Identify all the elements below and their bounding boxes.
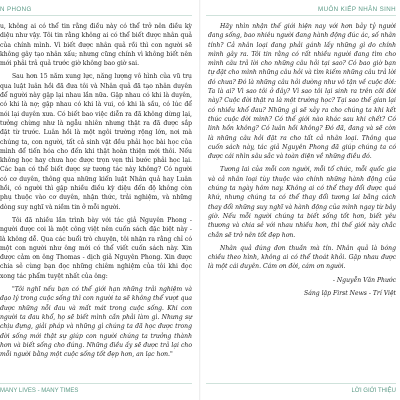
right-running-head: MUÔN KIẾP NHÂN SINH — [318, 6, 396, 13]
right-page-text — [208, 22, 396, 302]
right-running-foot: LỜI GIỚI THIỆU — [351, 388, 396, 394]
left-quote: "Tôi nghĩ nếu bạn có thể giới hạn những trải nghiệm và đạo lý trong cuộc sống thì con người ta sẽ không thể vượt qua được những nỗi đau và mất mát trong cuộc sống. Khi con người ta đau khổ, họ sẽ biết mình cần phải làm gì. Nhưng sự chịu đựng, giải pháp và những gì chúng ta đã học được trong đời sống mới thật sự giúp con người chúng ta trưởng thành hơn và biết sống cho đúng. Những điều ấy sẽ được trả lại cho mỗi người bằng một cuộc sống tốt đẹp hơn, an lạc hơn." — [0, 286, 192, 359]
right-header-rule — [206, 15, 396, 16]
left-paragraph-2: Sau hơn 15 năm xung lực, năng lượng vô hình của vũ trụ qua luật luân hồi đã đưa tôi và Nhân quả đã tạo nhân duyên để người này gặp lại nhau lần nữa. Gặp nhau có khi là duyên, có khi là nợ; gặp nhau có khi là vui, có khi là sầu, có lúc để nói lại duyên xưa. Có biết bao việc diễn ra đã không dừng lại, tưởng chừng như là ngẫu nhiên nhưng thật ra đã được sắp đặt từ trước. Luân hồi là một ngôi trường rộng lớn, nơi mà chúng ta, con người, tất cả sinh vật đều phải học bài học của mình để tiến hóa cho đến khi thật hoàn thiện mới thôi. Nếu không học hay chưa học được trọn vẹn thì bước phải học lại. Các bạn có thể biết được sự tương tác này không? Có người có cơ duyên, thông qua những kiến luật Nhân quả hay Luân hồi, có người thì gặp nhiều điều kỳ diệu đến độ không còn phụ thuộc vào cơ duyên, nhận thức, trải nghiệm, và những dòng suy nghĩ và niềm tin ở mỗi người. — [0, 73, 192, 211]
left-paragraph-1: u, không ai có thể tin rằng điều này có thể trở nên điều kỳ diệu như vậy. Tôi tin rằng không ai có thể biết được nhân quả của chính mình. Vì biết được nhân quả rồi thì con người sẽ không gây tạo nhân xấu; nhưng cũng chính vì không biết nên mới phải trả quả trước giờ không bao giờ sai. — [0, 23, 192, 68]
left-page-text — [0, 22, 192, 363]
left-running-foot: MANY LIVES - MANY TIMES — [0, 388, 79, 394]
left-footer-rule — [0, 383, 192, 384]
signature-name: - Nguyễn Văn Phước — [332, 276, 396, 284]
signature-title: Sáng lập First News - Trí Việt — [304, 290, 396, 298]
left-paragraph-3: Tôi đã nhiều lần trình bày với tác giả Nguyên Phong - người được coi là một công việt nên cuốn sách đặc biệt này - là không dễ. Qua các buổi trò chuyện, tôi nhận ra rằng chỉ có một con người như ông mới có thể viết cuốn sách này. Xin được cảm ơn ông Thomas - dịch giả Nguyên Phong. Xin được chia sẻ cùng bạn đọc những chiêm nghiệm của tôi khi đọc xong tác phẩm tuyệt nhất của ông: — [0, 216, 192, 280]
right-paragraph-2: Tương lai của mỗi con người, mỗi tổ chức, mỗi quốc gia và cả nhân loại tùy thuộc vào chính những hành động của chúng ta ngày hôm nay. Không ai có thể thay đổi được quá khứ, nhưng chúng ta có thể thay đổi tương lai bằng cách thay đổi những suy nghĩ và hành động của mình ngay từ bây giờ. Nếu mỗi người chúng ta biết sống tốt hơn, biết yêu thương và chia sẻ với nhau nhiều hơn, thì thế giới này chắc chắn sẽ trở nên tốt đẹp hơn. — [208, 166, 396, 239]
book-gutter — [199, 0, 201, 400]
right-paragraph-3: Nhân quả đúng đơn thuần mà tín. Nhân quả là bóng chiều theo hình, không ai có thể thoát khỏi. Gặp nhau được là một cái duyên. Cám ơn đời, cám ơn người. — [208, 244, 396, 271]
left-running-head: N PHONG — [0, 6, 32, 13]
left-header-rule — [0, 15, 192, 16]
right-footer-rule — [206, 383, 396, 384]
right-page — [200, 0, 400, 400]
right-paragraph-1: Hãy nhìn nhận thế giới hiện nay với hơn bảy tỷ người đang sống, bao nhiêu người đang hành động đúc ác, số nhân tính? Cả nhân loại đang phải gánh lấy những gì do chính mình gây ra. Tôi tin rằng có rất nhiều người đang tìm cho mình câu trả lời cho những câu hỏi tại sao? Có bao giờ bạn tự đặt cho mình những câu hỏi và tìm kiếm những câu trả lời đó chưa? Đó là những câu hỏi dường như vô tận về cuộc đời: Ta là ai? Vì sao tôi ở đây? Vì sao tôi lại sinh ra trên cõi đời này? Cuộc đời thật ra là một trường học? Tại sao thế gian lại có nhiều khổ đau? Những gì sẽ xảy ra cho chúng ta khi kết thúc cuộc đời mình? Có thế giới nào khác sau khi chết? Có linh hồn không? Có luân hồi không? Đó đã, đang và sẽ còn là những câu hỏi đặt ra cho tất cả nhân loại. Thông qua cuốn sách này, tác giả Nguyên Phong đã giúp chúng ta có được cái nhìn sâu sắc và toàn diện về những điều đó. — [208, 23, 396, 161]
